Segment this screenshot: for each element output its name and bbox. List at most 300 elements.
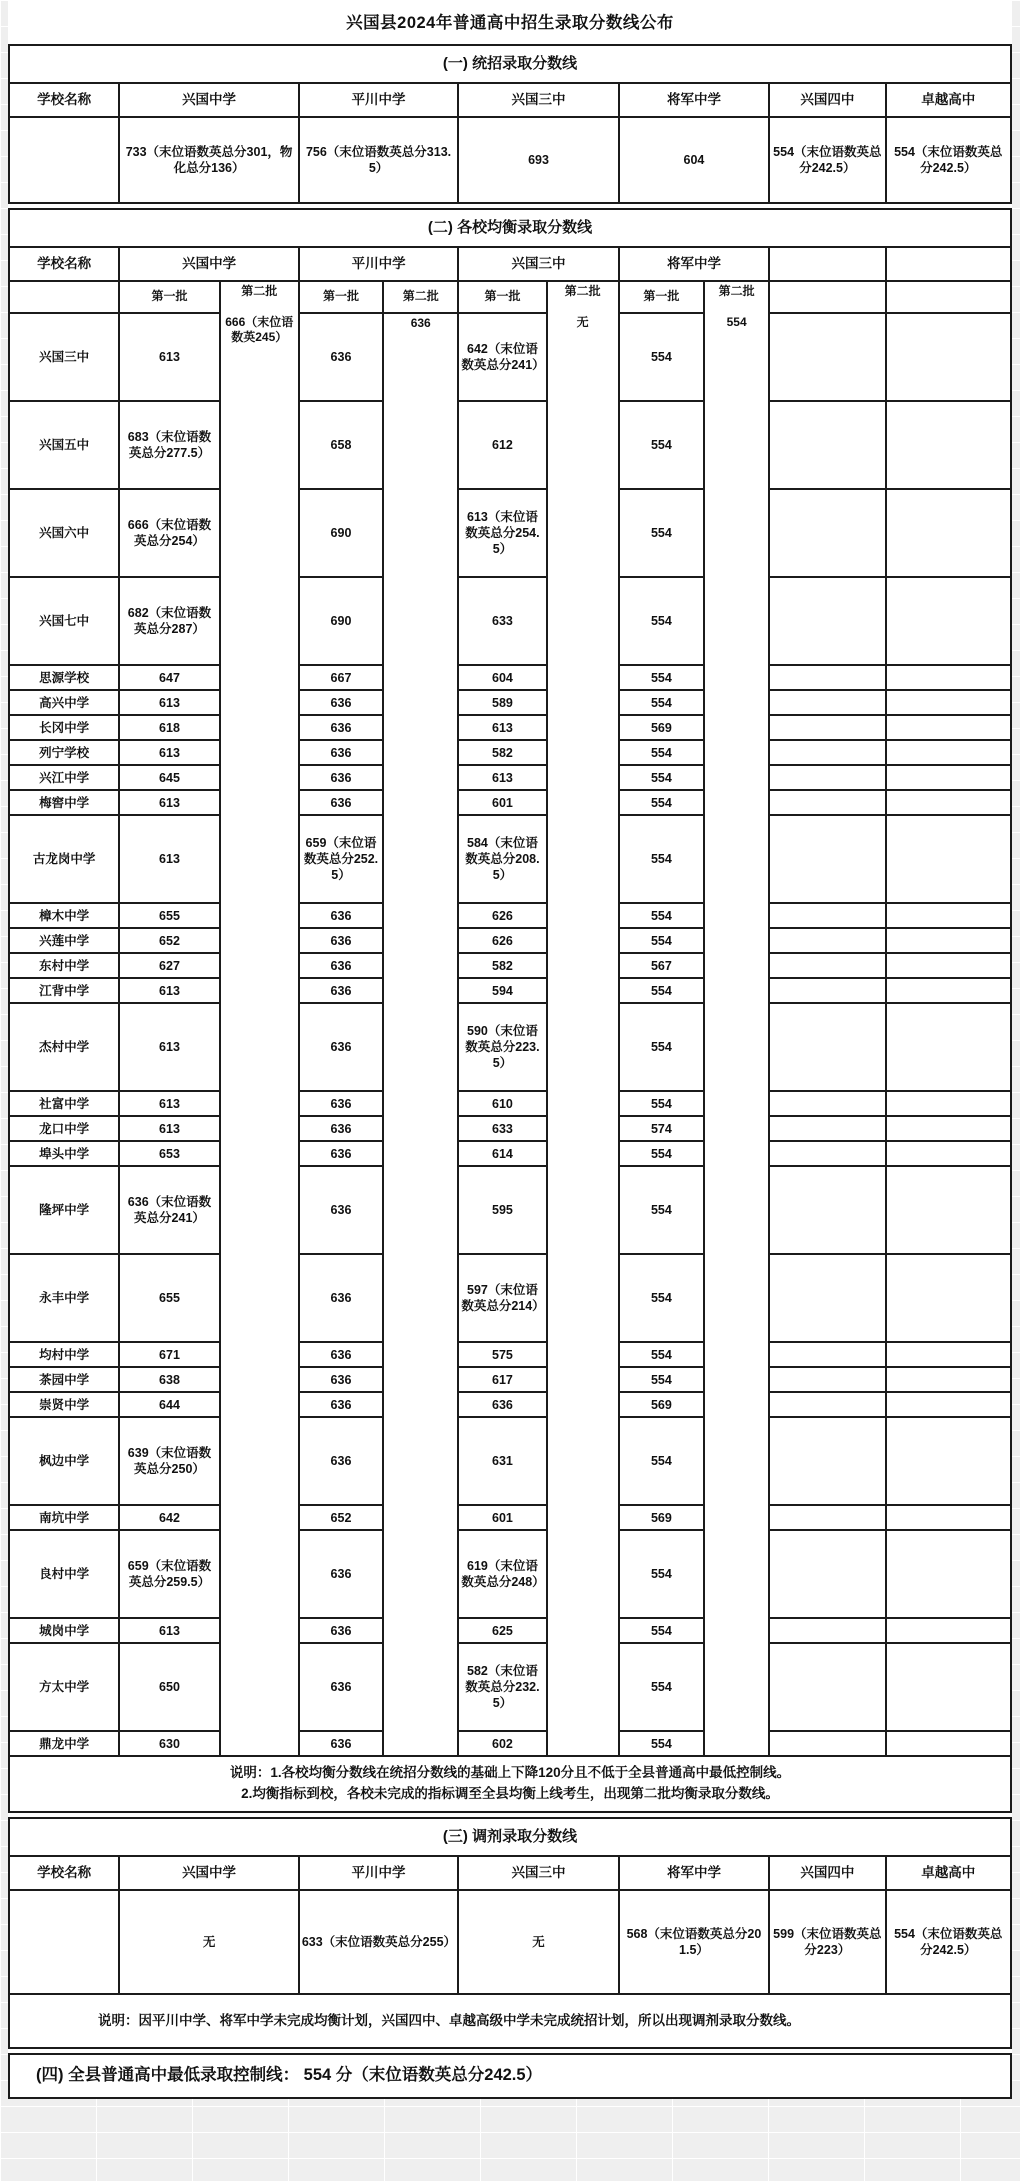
batch2-header: 第二批	[220, 281, 299, 313]
school-name-cell: 兴江中学	[9, 765, 119, 790]
table-row	[9, 1731, 1011, 1756]
empty-cell	[886, 715, 1011, 740]
score-cell: 636	[299, 903, 383, 928]
score-cell: 554	[619, 1342, 704, 1367]
school-name-cell: 兴国七中	[9, 577, 119, 665]
section3-table	[8, 1817, 1012, 2049]
section2-note	[9, 1756, 1011, 1812]
score-cell: 无	[119, 1890, 299, 1994]
table-row	[9, 1166, 1011, 1254]
empty-cell	[769, 1505, 885, 1530]
score-cell: 639（末位语数英总分250）	[119, 1417, 219, 1505]
score-cell: 554	[619, 1530, 704, 1618]
score-cell: 569	[619, 715, 704, 740]
column-header: 兴国中学	[119, 247, 299, 281]
score-cell: 653	[119, 1141, 219, 1166]
score-cell: 613	[119, 1116, 219, 1141]
empty-cell	[769, 665, 885, 690]
school-name-cell: 江背中学	[9, 978, 119, 1003]
school-name-cell: 兴国六中	[9, 489, 119, 577]
school-name-cell: 杰村中学	[9, 1003, 119, 1091]
school-name-cell: 梅窖中学	[9, 790, 119, 815]
score-cell: 554	[619, 790, 704, 815]
table-row	[9, 815, 1011, 903]
table-row	[9, 1392, 1011, 1417]
school-name-cell: 茶园中学	[9, 1367, 119, 1392]
empty-cell	[886, 690, 1011, 715]
school-name-cell: 枫边中学	[9, 1417, 119, 1505]
school-name-cell: 长冈中学	[9, 715, 119, 740]
score-cell: 554（末位语数英总分242.5）	[886, 1890, 1011, 1994]
score-cell: 690	[299, 577, 383, 665]
score-cell: 554	[619, 1367, 704, 1392]
score-cell: 554	[619, 1618, 704, 1643]
table-row	[9, 1618, 1011, 1643]
score-cell: 554	[619, 1091, 704, 1116]
table-row	[9, 715, 1011, 740]
school-name-cell: 崇贤中学	[9, 1392, 119, 1417]
row-label-header: 学校名称	[9, 247, 119, 281]
score-cell: 575	[458, 1342, 546, 1367]
empty-cell	[769, 928, 885, 953]
score-cell: 613	[119, 815, 219, 903]
empty-cell	[769, 903, 885, 928]
score-cell: 601	[458, 790, 546, 815]
score-cell: 636	[299, 765, 383, 790]
table-row	[9, 1417, 1011, 1505]
empty-cell	[886, 1003, 1011, 1091]
empty-cell	[886, 815, 1011, 903]
empty-cell	[886, 740, 1011, 765]
table-row	[9, 1116, 1011, 1141]
table-row	[9, 1367, 1011, 1392]
score-cell: 554	[619, 690, 704, 715]
school-name-cell: 均村中学	[9, 1342, 119, 1367]
score-cell: 636	[299, 740, 383, 765]
score-cell: 652	[299, 1505, 383, 1530]
empty-cell	[886, 1367, 1011, 1392]
batch1-header: 第一批	[458, 281, 546, 313]
score-cell: 636	[299, 928, 383, 953]
column-header: 将军中学	[619, 1856, 769, 1890]
batch2-header: 第二批	[547, 281, 619, 313]
school-name-cell: 思源学校	[9, 665, 119, 690]
table-row	[9, 953, 1011, 978]
school-name-cell: 社富中学	[9, 1091, 119, 1116]
score-cell: 667	[299, 665, 383, 690]
empty-cell	[769, 1003, 885, 1091]
score-cell: 594	[458, 978, 546, 1003]
section2-heading: (二) 各校均衡录取分数线	[9, 209, 1011, 247]
score-cell: 626	[458, 903, 546, 928]
score-cell: 636（末位语数英总分241）	[119, 1166, 219, 1254]
column-header: 兴国中学	[119, 83, 299, 117]
score-cell: 599（末位语数英总分223）	[769, 1890, 885, 1994]
empty-cell	[769, 790, 885, 815]
school-name-cell: 永丰中学	[9, 1254, 119, 1342]
score-cell: 613	[119, 690, 219, 715]
score-cell: 756（末位语数英总分313.5）	[299, 117, 458, 203]
school-name-cell: 兴国三中	[9, 313, 119, 401]
column-header: 卓越高中	[886, 83, 1011, 117]
empty-cell	[769, 1367, 885, 1392]
score-cell: 613	[458, 765, 546, 790]
table-row	[9, 765, 1011, 790]
table-row	[9, 903, 1011, 928]
score-cell: 567	[619, 953, 704, 978]
score-cell: 647	[119, 665, 219, 690]
score-cell: 554	[619, 577, 704, 665]
table-row	[9, 1003, 1011, 1091]
empty-cell	[886, 1116, 1011, 1141]
empty-cell	[769, 978, 885, 1003]
empty-cell	[886, 978, 1011, 1003]
score-cell: 659（末位语数英总分252.5）	[299, 815, 383, 903]
empty-cell	[886, 1342, 1011, 1367]
score-cell: 636	[299, 978, 383, 1003]
school-name-cell: 鼎龙中学	[9, 1731, 119, 1756]
score-cell: 554	[619, 665, 704, 690]
column-header: 将军中学	[619, 83, 769, 117]
score-cell: 671	[119, 1342, 219, 1367]
school-name-cell: 东村中学	[9, 953, 119, 978]
empty-cell	[769, 401, 885, 489]
score-cell: 554	[619, 313, 704, 401]
table-row	[9, 1505, 1011, 1530]
score-cell: 636	[299, 715, 383, 740]
empty-cell	[769, 1141, 885, 1166]
table-row	[9, 1530, 1011, 1618]
school-name-cell: 埠头中学	[9, 1141, 119, 1166]
score-cell: 636	[299, 1731, 383, 1756]
score-cell: 636	[299, 1091, 383, 1116]
row-label-header: 学校名称	[9, 83, 119, 117]
school-name-cell: 良村中学	[9, 1530, 119, 1618]
score-cell: 658	[299, 401, 383, 489]
table-row	[9, 1643, 1011, 1731]
empty-cell	[9, 281, 119, 313]
empty-cell	[9, 117, 119, 203]
sheet	[8, 0, 1012, 2099]
empty-cell	[769, 1530, 885, 1618]
score-cell: 617	[458, 1367, 546, 1392]
column-header: 平川中学	[299, 1856, 458, 1890]
score-cell: 554	[619, 903, 704, 928]
note-line: 说明：1.各校均衡分数线在统招分数线的基础上下降120分且不低于全县普通高中最低控制线。	[229, 1765, 791, 1781]
score-cell: 630	[119, 1731, 219, 1756]
score-cell: 626	[458, 928, 546, 953]
score-cell: 655	[119, 1254, 219, 1342]
table-row	[9, 577, 1011, 665]
school-name-cell: 隆坪中学	[9, 1166, 119, 1254]
batch2-merged-cell: 554	[704, 313, 769, 1756]
empty-cell	[769, 715, 885, 740]
table-row	[9, 1342, 1011, 1367]
school-name-cell: 兴国五中	[9, 401, 119, 489]
score-cell: 666（末位语数英总分254）	[119, 489, 219, 577]
score-cell: 642	[119, 1505, 219, 1530]
score-cell: 613	[458, 715, 546, 740]
score-cell: 569	[619, 1505, 704, 1530]
table-row	[9, 740, 1011, 765]
empty-cell	[886, 489, 1011, 577]
score-cell: 568（末位语数英总分201.5）	[619, 1890, 769, 1994]
empty-cell	[886, 765, 1011, 790]
score-cell: 582（末位语数英总分232.5）	[458, 1643, 546, 1731]
score-cell: 636	[299, 1618, 383, 1643]
empty-cell	[769, 690, 885, 715]
score-cell: 613	[119, 790, 219, 815]
batch2-header: 第二批	[383, 281, 458, 313]
column-header: 平川中学	[299, 247, 458, 281]
table-row	[9, 1091, 1011, 1116]
column-header: 兴国三中	[458, 83, 618, 117]
table-row	[9, 401, 1011, 489]
score-cell: 604	[458, 665, 546, 690]
empty-cell	[886, 1091, 1011, 1116]
section1-heading: (一) 统招录取分数线	[9, 45, 1011, 83]
empty-cell	[886, 903, 1011, 928]
score-cell: 636	[299, 1392, 383, 1417]
empty-cell	[886, 928, 1011, 953]
score-cell: 554	[619, 1141, 704, 1166]
score-cell: 625	[458, 1618, 546, 1643]
score-cell: 636	[299, 313, 383, 401]
empty-cell	[886, 1505, 1011, 1530]
empty-cell	[886, 1141, 1011, 1166]
score-cell: 636	[299, 1254, 383, 1342]
empty-cell	[886, 1166, 1011, 1254]
table-row	[9, 978, 1011, 1003]
empty-cell	[886, 1618, 1011, 1643]
empty-cell	[886, 1417, 1011, 1505]
school-name-cell: 龙口中学	[9, 1116, 119, 1141]
score-cell: 613（末位语数英总分254.5）	[458, 489, 546, 577]
empty-cell	[886, 313, 1011, 401]
school-name-cell: 列宁学校	[9, 740, 119, 765]
table-row	[9, 928, 1011, 953]
score-cell: 554	[619, 815, 704, 903]
empty-cell	[769, 953, 885, 978]
score-cell: 636	[458, 1392, 546, 1417]
score-cell: 638	[119, 1367, 219, 1392]
school-name-cell: 南坑中学	[9, 1505, 119, 1530]
table-row	[9, 313, 1011, 401]
empty-cell	[769, 1342, 885, 1367]
score-cell: 683（末位语数英总分277.5）	[119, 401, 219, 489]
score-cell: 645	[119, 765, 219, 790]
score-cell: 655	[119, 903, 219, 928]
score-cell: 636	[299, 1367, 383, 1392]
score-cell: 642（末位语数英总分241）	[458, 313, 546, 401]
score-cell: 636	[299, 1166, 383, 1254]
score-cell: 633	[458, 577, 546, 665]
score-cell: 590（末位语数英总分223.5）	[458, 1003, 546, 1091]
empty-cell	[886, 281, 1011, 313]
empty-cell	[886, 1530, 1011, 1618]
score-cell: 633（末位语数英总分255）	[299, 1890, 458, 1994]
score-cell: 554	[619, 978, 704, 1003]
score-cell: 无	[458, 1890, 618, 1994]
empty-cell	[769, 1417, 885, 1505]
empty-cell	[769, 740, 885, 765]
page-title: 兴国县2024年普通高中招生录取分数线公布	[346, 14, 674, 32]
empty-cell	[769, 489, 885, 577]
score-cell: 636	[299, 1141, 383, 1166]
score-cell: 636	[299, 1003, 383, 1091]
score-cell: 636	[299, 790, 383, 815]
score-cell: 613	[119, 313, 219, 401]
table-row	[9, 690, 1011, 715]
score-cell: 612	[458, 401, 546, 489]
score-cell: 584（末位语数英总分208.5）	[458, 815, 546, 903]
score-cell: 614	[458, 1141, 546, 1166]
table-row	[9, 1141, 1011, 1166]
batch1-header: 第一批	[119, 281, 219, 313]
score-cell: 636	[299, 1643, 383, 1731]
score-cell: 636	[299, 953, 383, 978]
score-cell: 554（末位语数英总分242.5）	[769, 117, 885, 203]
row-label-header: 学校名称	[9, 1856, 119, 1890]
table-row	[9, 665, 1011, 690]
empty-cell	[769, 815, 885, 903]
score-cell: 582	[458, 953, 546, 978]
score-cell: 554	[619, 1166, 704, 1254]
score-cell: 554	[619, 1417, 704, 1505]
batch2-merged-cell: 666（末位语数英245）	[220, 313, 299, 1756]
note-line: 2.均衡指标到校，各校未完成的指标调至全县均衡上线考生，出现第二批均衡录取分数线。	[241, 1786, 779, 1801]
score-cell: 618	[119, 715, 219, 740]
score-cell: 636	[299, 690, 383, 715]
score-cell: 690	[299, 489, 383, 577]
score-cell: 554（末位语数英总分242.5）	[886, 117, 1011, 203]
score-cell: 682（末位语数英总分287）	[119, 577, 219, 665]
empty-cell	[9, 1890, 119, 1994]
score-cell: 633	[458, 1116, 546, 1141]
column-header: 兴国四中	[769, 1856, 885, 1890]
empty-cell	[769, 1166, 885, 1254]
score-cell: 644	[119, 1392, 219, 1417]
score-cell: 650	[119, 1643, 219, 1731]
section4-text: (四) 全县普通高中最低录取控制线： 554 分（末位语数英总分242.5）	[9, 2054, 1011, 2098]
empty-cell	[769, 281, 885, 313]
empty-cell	[769, 1731, 885, 1756]
score-cell: 554	[619, 1643, 704, 1731]
empty-cell	[886, 1392, 1011, 1417]
score-cell: 619（末位语数英总分248）	[458, 1530, 546, 1618]
score-cell: 554	[619, 928, 704, 953]
empty-cell	[769, 313, 885, 401]
empty-header-cell	[769, 247, 885, 281]
empty-cell	[769, 1091, 885, 1116]
score-cell: 554	[619, 1254, 704, 1342]
section4-table	[8, 2053, 1012, 2099]
score-cell: 601	[458, 1505, 546, 1530]
score-cell: 627	[119, 953, 219, 978]
score-cell: 589	[458, 690, 546, 715]
score-cell: 554	[619, 1003, 704, 1091]
score-cell: 554	[619, 765, 704, 790]
section3-note: 说明：因平川中学、将军中学未完成均衡计划，兴国四中、卓越高级中学未完成统招计划，所以出现调剂录取分数线。	[9, 1994, 1011, 2048]
score-cell: 554	[619, 401, 704, 489]
empty-cell	[886, 577, 1011, 665]
score-cell: 613	[119, 978, 219, 1003]
empty-header-cell	[886, 247, 1011, 281]
score-cell: 631	[458, 1417, 546, 1505]
school-name-cell: 城岗中学	[9, 1618, 119, 1643]
empty-cell	[886, 401, 1011, 489]
score-cell: 733（末位语数英总分301，物化总分136）	[119, 117, 299, 203]
column-header: 兴国三中	[458, 1856, 618, 1890]
score-cell: 652	[119, 928, 219, 953]
column-header: 兴国三中	[458, 247, 618, 281]
score-cell: 636	[299, 1417, 383, 1505]
batch1-header: 第一批	[299, 281, 383, 313]
score-cell: 569	[619, 1392, 704, 1417]
section3-heading: (三) 调剂录取分数线	[9, 1818, 1011, 1856]
school-name-cell: 兴莲中学	[9, 928, 119, 953]
score-cell: 554	[619, 740, 704, 765]
empty-cell	[769, 765, 885, 790]
empty-cell	[769, 577, 885, 665]
column-header: 兴国中学	[119, 1856, 299, 1890]
score-cell: 554	[619, 489, 704, 577]
empty-cell	[886, 1731, 1011, 1756]
score-cell: 613	[119, 1091, 219, 1116]
empty-cell	[886, 1254, 1011, 1342]
table-row	[9, 790, 1011, 815]
batch1-header: 第一批	[619, 281, 704, 313]
batch2-header: 第二批	[704, 281, 769, 313]
school-name-cell: 方太中学	[9, 1643, 119, 1731]
score-cell: 636	[299, 1116, 383, 1141]
score-cell: 613	[119, 1618, 219, 1643]
score-cell: 613	[119, 740, 219, 765]
score-cell: 610	[458, 1091, 546, 1116]
score-cell: 604	[619, 117, 769, 203]
column-header: 将军中学	[619, 247, 769, 281]
score-cell: 597（末位语数英总分214）	[458, 1254, 546, 1342]
school-name-cell: 古龙岗中学	[9, 815, 119, 903]
score-cell: 613	[119, 1003, 219, 1091]
score-cell: 595	[458, 1166, 546, 1254]
score-cell: 574	[619, 1116, 704, 1141]
empty-cell	[769, 1116, 885, 1141]
batch2-merged-cell: 636	[383, 313, 458, 1756]
score-cell: 582	[458, 740, 546, 765]
table-row	[9, 1254, 1011, 1342]
score-cell: 636	[299, 1342, 383, 1367]
score-cell: 554	[619, 1731, 704, 1756]
school-name-cell: 高兴中学	[9, 690, 119, 715]
empty-cell	[769, 1254, 885, 1342]
empty-cell	[886, 953, 1011, 978]
empty-cell	[886, 1643, 1011, 1731]
empty-cell	[769, 1618, 885, 1643]
column-header: 兴国四中	[769, 83, 885, 117]
empty-cell	[769, 1392, 885, 1417]
score-cell: 602	[458, 1731, 546, 1756]
section2-table	[8, 208, 1012, 1813]
score-cell: 659（末位语数英总分259.5）	[119, 1530, 219, 1618]
table-row	[9, 489, 1011, 577]
empty-cell	[886, 665, 1011, 690]
score-cell: 636	[299, 1530, 383, 1618]
empty-cell	[886, 790, 1011, 815]
section1-table	[8, 44, 1012, 204]
column-header: 卓越高中	[886, 1856, 1011, 1890]
score-cell: 693	[458, 117, 618, 203]
